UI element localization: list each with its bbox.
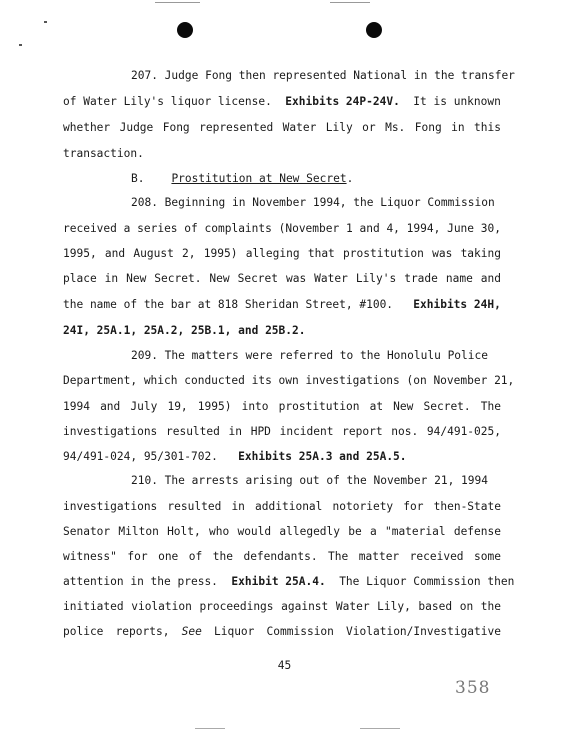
para-210-line-5 <box>63 575 514 589</box>
scan-edge-bottom <box>360 728 400 729</box>
para-208-line-2: received a series of complaints (November 1 and 4, 1994, June 30, <box>63 222 501 235</box>
para-208-line-6: 24I, 25A.1, 25A.2, 25B.1, and 25B.2. <box>63 324 306 337</box>
para-209-line-3: 1994 and July 19, 1995) into prostitution at New Secret. The <box>63 400 501 413</box>
scan-edge-top <box>155 2 200 3</box>
section-letter: B. <box>131 172 145 185</box>
para-209-line-2: Department, which conducted its own investigations (on November 21, <box>63 374 515 387</box>
para-208-line-5 <box>63 298 501 312</box>
section-title: Prostitution at New Secret <box>171 172 347 185</box>
section-heading <box>131 172 353 186</box>
para-209-line-1: 209. The matters were referred to the Honolulu Police <box>131 349 488 362</box>
punch-hole-right <box>366 22 382 38</box>
text: Liquor Commission Violation/Investigative <box>213 625 501 638</box>
text: The Liquor Commission then <box>339 575 515 588</box>
scan-edge-top <box>330 2 370 3</box>
para-209-line-4: investigations resulted in HPD incident report nos. 94/491-025, <box>63 425 501 438</box>
text: . <box>346 172 354 185</box>
exhibit-ref: Exhibits 24H, <box>413 298 501 311</box>
text: attention in the press. <box>63 575 218 588</box>
para-210-line-4: witness" for one of the defendants. The matter received some <box>63 550 501 563</box>
para-209-line-5 <box>63 450 407 464</box>
text: of Water Lily's liquor license. <box>63 95 272 108</box>
text: It is unknown <box>413 95 501 108</box>
bates-stamp: 358 <box>455 678 491 698</box>
para-210-line-7 <box>63 625 501 639</box>
para-208-line-1: 208. Beginning in November 1994, the Liquor Commission <box>131 196 495 209</box>
para-207-line-3: whether Judge Fong represented Water Lily or Ms. Fong in this <box>63 121 501 134</box>
para-207-line-4: transaction. <box>63 147 144 160</box>
exhibit-ref: Exhibit 25A.4. <box>231 575 326 588</box>
para-207-line-2 <box>63 95 501 109</box>
para-208-line-4: place in New Secret. New Secret was Water Lily's trade name and <box>63 272 501 285</box>
text: 94/491-024, 95/301-702. <box>63 450 218 463</box>
scan-speck <box>19 44 22 46</box>
para-210-line-6: initiated violation proceedings against Water Lily, based on the <box>63 600 501 613</box>
para-207-line-1: 207. Judge Fong then represented National in the transfer <box>131 69 515 82</box>
signal-word: See <box>181 625 202 638</box>
text: police reports, <box>63 625 170 638</box>
page-number: 45 <box>277 659 292 672</box>
scan-edge-bottom <box>195 728 225 729</box>
para-210-line-2: investigations resulted in additional notoriety for then-State <box>63 500 501 513</box>
text: the name of the bar at 818 Sheridan Street, #100. <box>63 298 394 311</box>
para-210-line-1: 210. The arrests arising out of the November 21, 1994 <box>131 474 488 487</box>
punch-hole-left <box>177 22 193 38</box>
scan-speck <box>44 21 47 23</box>
exhibit-ref: Exhibits 25A.3 and 25A.5. <box>238 450 407 463</box>
exhibit-ref: Exhibits 24P-24V. <box>285 95 400 108</box>
para-208-line-3: 1995, and August 2, 1995) alleging that prostitution was taking <box>63 247 501 260</box>
para-210-line-3: Senator Milton Holt, who would allegedly be a "material defense <box>63 525 501 538</box>
